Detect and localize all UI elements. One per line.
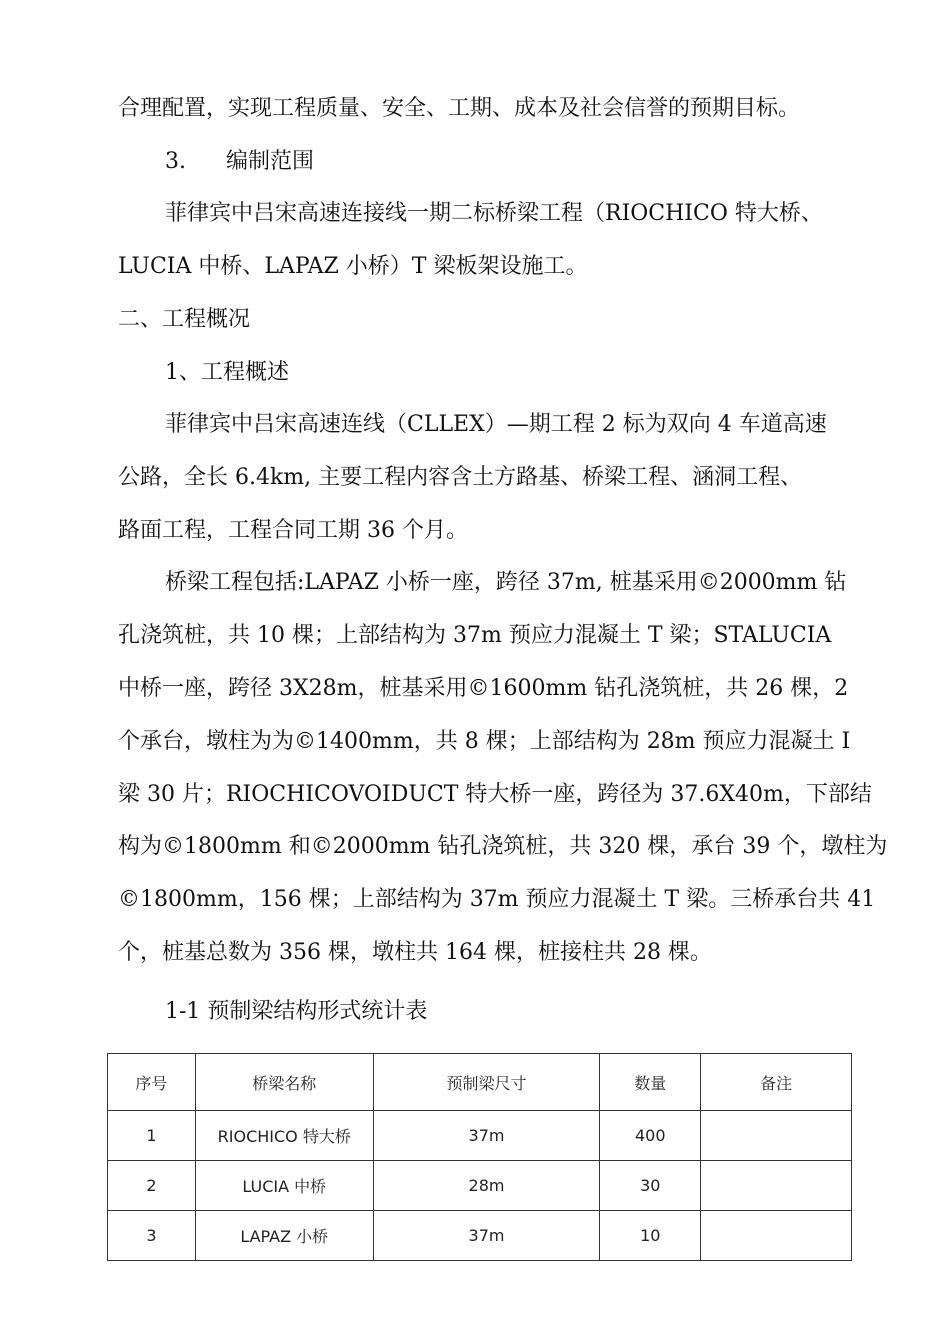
cell-beam-size: 37m xyxy=(373,1211,600,1261)
subsection-heading: 1、工程概述 xyxy=(165,360,289,385)
paragraph-line: 孔浇筑桩，共 10 棵；上部结构为 37m 预应力混凝土 T 梁；STALUCIA xyxy=(118,623,832,648)
table-header-row xyxy=(108,1054,852,1111)
cell-bridge-name: LUCIA 中桥 xyxy=(195,1161,373,1211)
paragraph-line: 菲律宾中吕宋高速连线（CLLEX）—期工程 2 标为双向 4 车道高速 xyxy=(165,412,827,437)
chapter-heading: 二、工程概况 xyxy=(118,307,251,332)
paragraph-line: 中桥一座，跨径 3X28m，桩基采用©1600mm 钻孔浇筑桩，共 26 棵，2 xyxy=(118,676,849,701)
paragraph-line: 个，桩基总数为 356 棵，墩柱共 164 棵，桩接柱共 28 棵。 xyxy=(118,940,712,965)
paragraph-line: 菲律宾中吕宋高速连接线一期二标桥梁工程（RIOCHICO 特大桥、 xyxy=(165,201,823,226)
cell-remarks xyxy=(701,1211,852,1261)
header-cell-bridge-name: 桥梁名称 xyxy=(195,1054,373,1111)
cell-quantity: 400 xyxy=(600,1111,701,1161)
paragraph-line: 个承台，墩柱为为©1400mm，共 8 棵；上部结构为 28m 预应力混凝土 I xyxy=(118,729,851,754)
table-caption: 1-1 预制梁结构形式统计表 xyxy=(165,999,428,1024)
header-cell-index: 序号 xyxy=(108,1054,196,1111)
cell-quantity: 30 xyxy=(600,1161,701,1211)
paragraph-line: 公路，全长 6.4km, 主要工程内容含土方路基、桥梁工程、涵洞工程、 xyxy=(118,465,803,490)
cell-index: 3 xyxy=(108,1211,196,1261)
section-title: 编制范围 xyxy=(226,149,315,174)
cell-beam-size: 28m xyxy=(373,1161,600,1211)
cell-index: 2 xyxy=(108,1161,196,1211)
paragraph-line: ©1800mm，156 棵；上部结构为 37m 预应力混凝土 T 梁。三桥承台共 41 xyxy=(118,887,876,912)
paragraph-line: 梁 30 片；RIOCHICOVOIDUCT 特大桥一座，跨径为 37.6X40m，下部结 xyxy=(118,782,872,807)
paragraph-line: LUCIA 中桥、LAPAZ 小桥）T 梁板架设施工。 xyxy=(118,254,588,279)
paragraph-line: 路面工程，工程合同工期 36 个月。 xyxy=(118,518,468,543)
precast-beam-table xyxy=(107,1053,852,1261)
paragraph-line: 桥梁工程包括:LAPAZ 小桥一座，跨径 37m, 桩基采用©2000mm 钻 xyxy=(165,570,847,595)
cell-remarks xyxy=(701,1111,852,1161)
cell-beam-size: 37m xyxy=(373,1111,600,1161)
header-cell-remarks: 备注 xyxy=(701,1054,852,1111)
cell-remarks xyxy=(701,1161,852,1211)
table-row xyxy=(108,1161,852,1211)
paragraph-line: 构为©1800mm 和©2000mm 钻孔浇筑桩，共 320 棵，承台 39 个，墩柱为 xyxy=(118,834,888,859)
header-cell-quantity: 数量 xyxy=(600,1054,701,1111)
cell-index: 1 xyxy=(108,1111,196,1161)
table-row xyxy=(108,1211,852,1261)
paragraph-line: 合理配置，实现工程质量、安全、工期、成本及社会信誉的预期目标。 xyxy=(118,96,801,121)
section-heading-scope xyxy=(165,147,314,177)
header-cell-beam-size: 预制梁尺寸 xyxy=(373,1054,600,1111)
cell-bridge-name: RIOCHICO 特大桥 xyxy=(195,1111,373,1161)
cell-quantity: 10 xyxy=(600,1211,701,1261)
section-number: 3. xyxy=(165,149,186,174)
cell-bridge-name: LAPAZ 小桥 xyxy=(195,1211,373,1261)
table-row xyxy=(108,1111,852,1161)
